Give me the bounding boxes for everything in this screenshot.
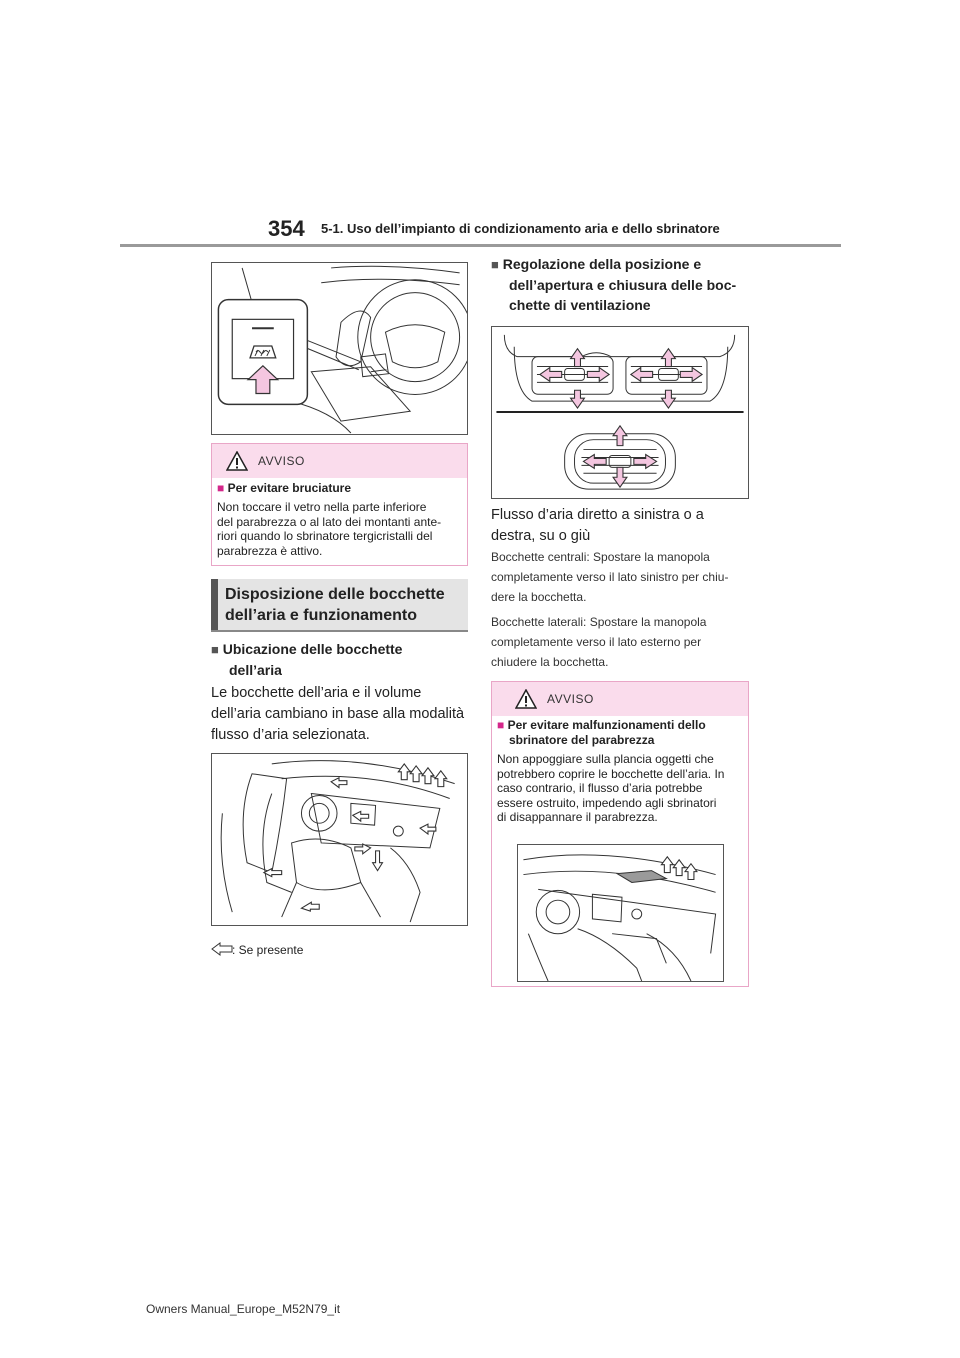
warning-triangle-icon <box>515 689 537 709</box>
bullet-square-icon: ■ <box>491 257 499 272</box>
warning-label: AVVISO <box>258 454 305 468</box>
vent-adjustment-illustration <box>491 326 749 499</box>
warning-subtitle: ■ Per evitare bruciature <box>217 481 351 495</box>
subsection-title-vent-location: ■ Ubicazione delle bocchette dell’aria <box>211 641 403 678</box>
warning-body: Non appoggiare sulla plancia oggetti che potrebbero coprire le bocchette dell’aria. In caso contrario, il flusso d’aria potrebbe essere ostruito, impedendo agli sbrinatori di disappannare il parabrezza. <box>497 752 725 824</box>
vent-location-text: Le bocchette dell’aria e il volume dell’aria cambiano in base alla modalità flusso d’aria selezionata. <box>211 685 465 743</box>
optional-arrow-icon <box>211 942 233 956</box>
dashboard-obstruction-illustration <box>517 844 724 982</box>
warning-box-burns <box>211 443 468 566</box>
section-accent-bar <box>211 579 218 630</box>
vent-close-instructions: Bocchette centrali: Spostare la manopola completamente verso il lato sinistro per chiu- dere la bocchetta. Bocchette laterali: Spostare la manopola completamente verso il lato esterno per chiudere la bocchetta. <box>491 550 729 669</box>
footer-doc-id: Owners Manual_Europe_M52N79_it <box>146 1302 341 1316</box>
warning-header <box>212 444 467 478</box>
dashboard-object-drawing <box>518 845 723 981</box>
section-title: Disposizione delle bocchette dell’aria e funzionamento <box>225 586 445 624</box>
subsection-title-vent-adjustment: ■ Regolazione della posizione e dell’apertura e chiusura delle boc- chette di ventilazione <box>491 256 737 313</box>
object-on-dashboard <box>617 871 666 883</box>
air-vents-location-illustration <box>211 753 468 926</box>
vent-directions-drawing <box>492 327 748 498</box>
warning-triangle-icon <box>226 451 248 471</box>
bullet-square-icon: ■ <box>217 481 225 495</box>
warning-body: Non toccare il vetro nella parte inferiore del parabrezza o al lato dei montanti ante- riori quando lo sbrinatore tergicristalli del parabrezza è attivo. <box>217 500 442 558</box>
bullet-square-icon: ■ <box>497 718 505 732</box>
warning-box-defroster <box>491 681 749 987</box>
header-divider <box>120 244 841 247</box>
airflow-direction-text: Flusso d’aria diretto a sinistra o a destra, su o giù <box>491 507 704 544</box>
defroster-switch-drawing <box>212 263 467 434</box>
warning-header <box>492 682 748 716</box>
bullet-square-icon: ■ <box>211 642 219 657</box>
chapter-title: 5-1. Uso dell’impianto di condizionamento aria e dello sbrinatore <box>321 221 720 236</box>
warning-subtitle: ■ Per evitare malfunzionamenti dello sbrinatore del parabrezza <box>497 718 706 747</box>
warning-label: AVVISO <box>547 692 594 706</box>
page-number: 354 <box>268 216 305 241</box>
airflow-arrows <box>661 857 696 880</box>
section-heading <box>211 579 468 632</box>
defroster-switch-illustration <box>211 262 468 435</box>
cabin-air-vents-drawing <box>212 754 467 925</box>
